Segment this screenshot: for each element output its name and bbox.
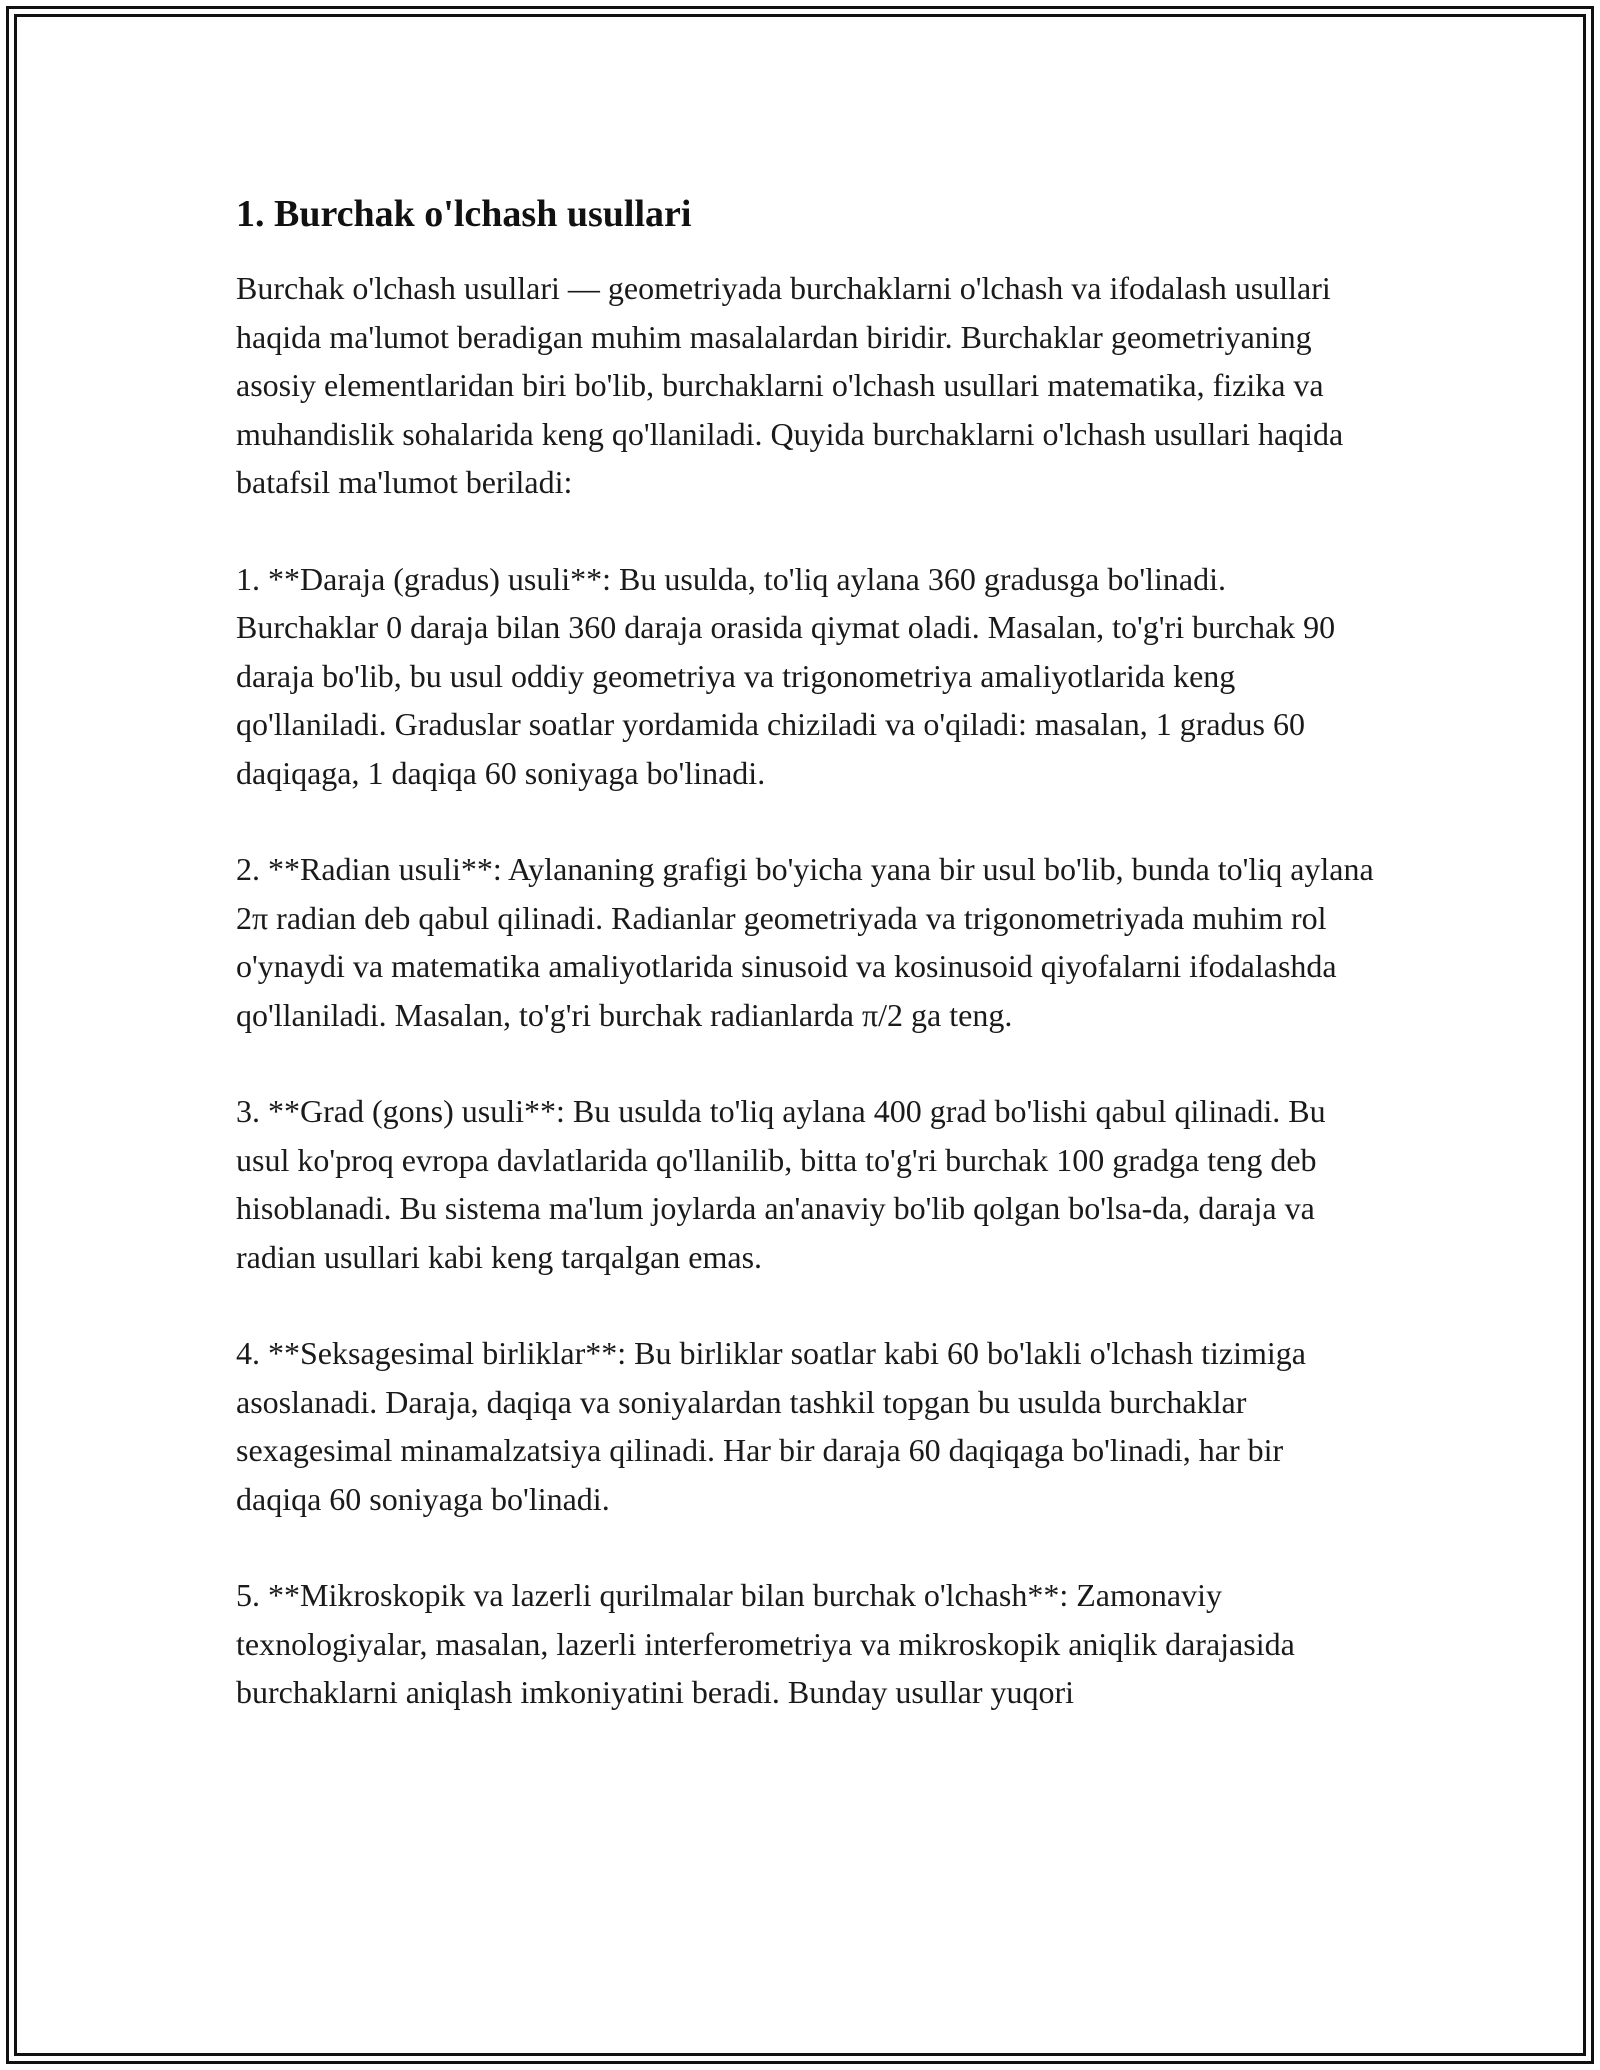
paragraph-laser-microscopic: 5. **Mikroskopik va lazerli qurilmalar bilan burchak o'lchash**: Zamonaviy texnologiyalar, masalan, lazerli interferometriya va mikroskopik aniqlik darajasida burchaklarni aniqlash imkoniyatini beradi. Bunday usullar yuqori	[236, 1577, 1295, 1710]
paragraph-grad-method: 3. **Grad (gons) usuli**: Bu usulda to'liq aylana 400 grad bo'lishi qabul qilinadi. Bu usul ko'proq evropa davlatlarida qo'llanilib, bitta to'g'ri burchak 100 gradga teng deb hisoblanadi. Bu sistema ma'lum joylarda an'anaviy bo'lib qolgan bo'lsa-da, daraja va radian usullari kabi keng tarqalgan emas.	[236, 1093, 1326, 1275]
paragraph-degree-method: 1. **Daraja (gradus) usuli**: Bu usulda, to'liq aylana 360 gradusga bo'linadi. Burchaklar 0 daraja bilan 360 daraja orasida qiymat oladi. Masalan, to'g'ri burchak 90 daraja bo'lib, bu usul oddiy geometriya va trigonometriya amaliyotlarida keng qo'llaniladi. Graduslar soatlar yordamida chiziladi va o'qiladi: masalan, 1 gradus 60 daqiqaga, 1 daqiqa 60 soniyaga bo'linadi.	[236, 560, 1336, 791]
intro-paragraph: Burchak o'lchash usullari — geometriyada burchaklarni o'lchash va ifodalash usullari haqida ma'lumot beradigan muhim masalalardan biridir. Burchaklar geometriyaning asosiy elementlaridan biri bo'lib, burchaklarni o'lchash usullari matematika, fizika va muhandislik sohalarida keng qo'llaniladi. Quyida burchaklarni o'lchash usullari haqida batafsil ma'lumot beriladi:	[236, 270, 1344, 500]
section-heading: 1. Burchak o'lchash usullari	[236, 193, 692, 235]
paragraph-sexagesimal-units: 4. **Seksagesimal birliklar**: Bu birliklar soatlar kabi 60 bo'lakli o'lchash tizimiga asoslanadi. Daraja, daqiqa va soniyalardan tashkil topgan bu usulda burchaklar sexagesimal minamalzatsiya qilinadi. Har bir daraja 60 daqiqaga bo'linadi, har bir daqiqa 60 soniyaga bo'linadi.	[236, 1335, 1306, 1517]
document-body	[236, 186, 1376, 1765]
paragraph-radian-method: 2. **Radian usuli**: Aylananing grafigi bo'yicha yana bir usul bo'lib, bunda to'liq aylana 2π radian deb qabul qilinadi. Radianlar geometriyada va trigonometriyada muhim rol o'ynaydi va matematika amaliyotlarida sinusoid va kosinusoid qiyofalarni ifodalashda qo'llaniladi. Masalan, to'g'ri burchak radianlarda π/2 ga teng.	[236, 851, 1374, 1033]
